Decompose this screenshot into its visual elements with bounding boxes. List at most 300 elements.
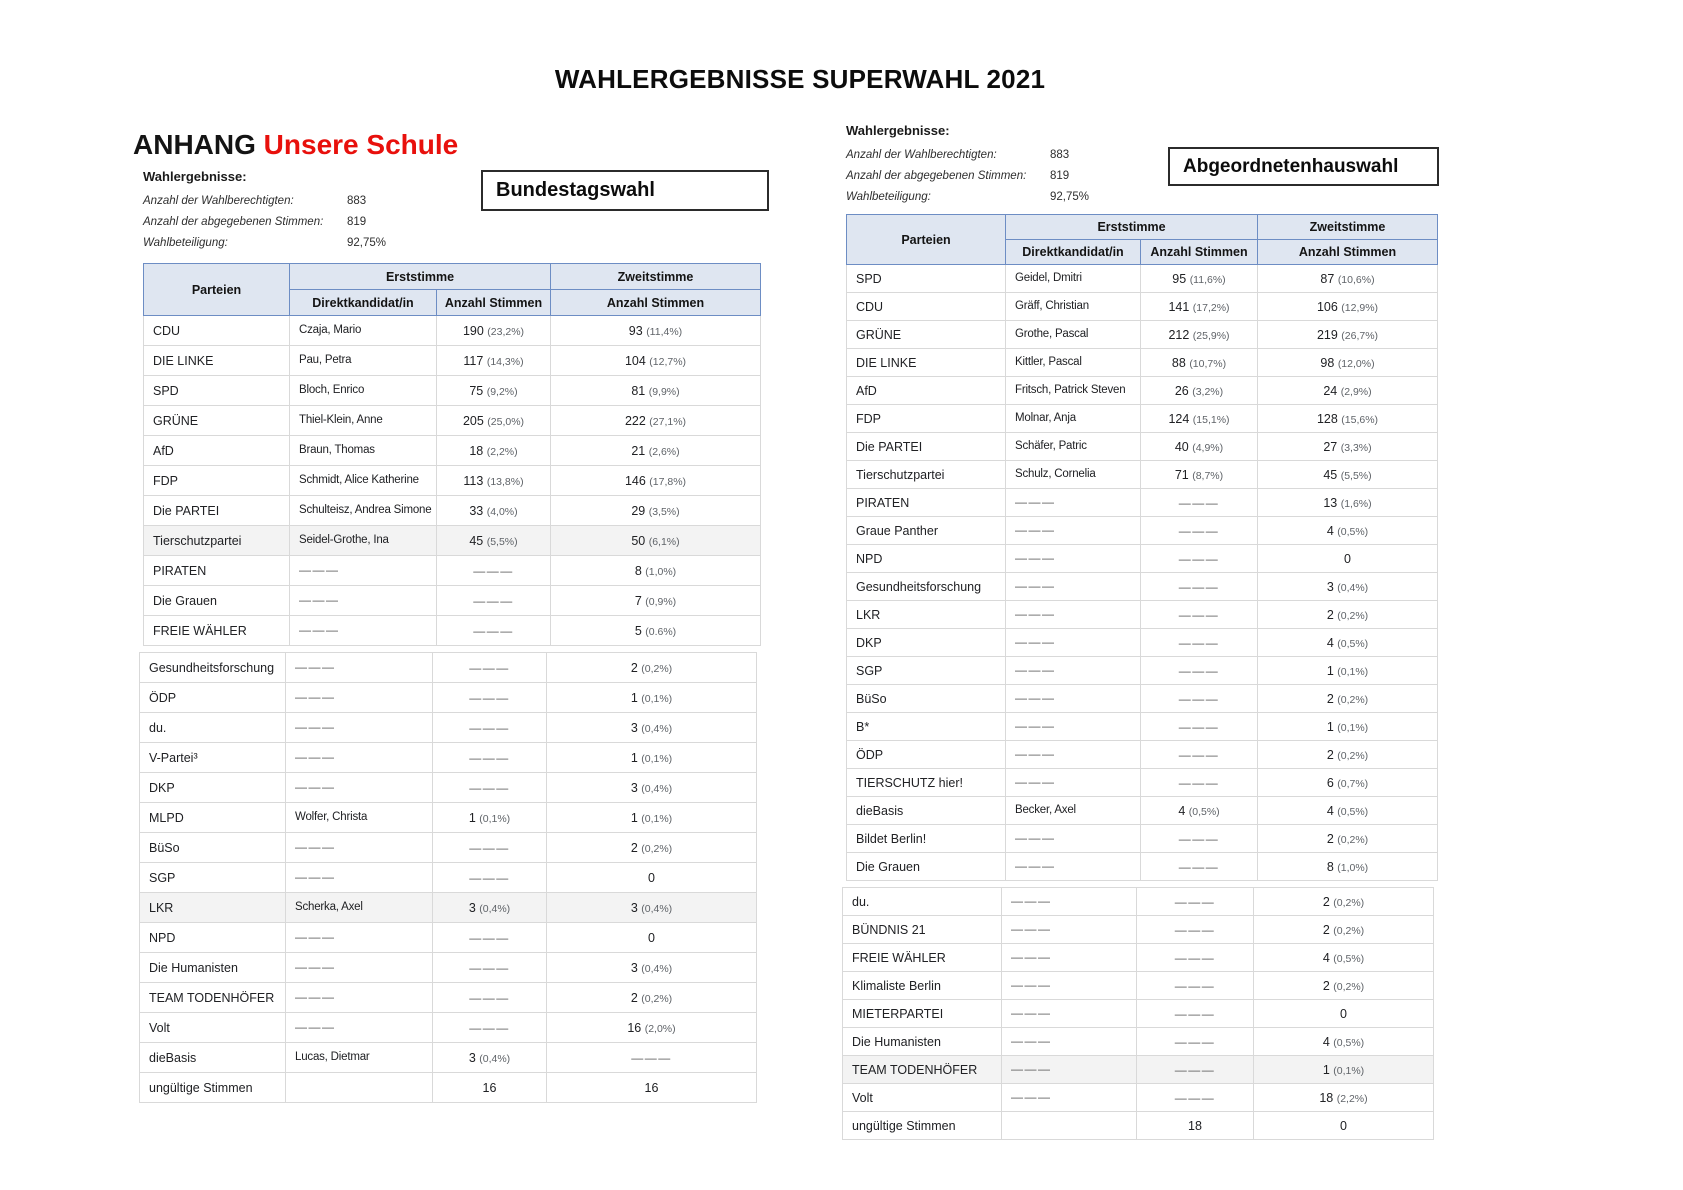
vote-count: 13 bbox=[1323, 495, 1338, 510]
party-cell bbox=[144, 406, 290, 436]
candidate-cell-text: Gräff, Christian bbox=[1015, 299, 1089, 312]
vote-count: 4 bbox=[1322, 1034, 1330, 1049]
table-row bbox=[843, 1056, 1434, 1084]
zweitstimme-votes-cell bbox=[1258, 293, 1438, 321]
party-cell-text: Die PARTEI bbox=[856, 439, 923, 454]
meta-value: 92,75% bbox=[347, 237, 387, 249]
meta-value: 883 bbox=[1050, 149, 1070, 161]
erststimme-votes-cell bbox=[437, 466, 551, 496]
candidate-cell bbox=[1002, 972, 1137, 1000]
no-candidate-dash: ——— bbox=[1015, 550, 1056, 565]
candidate-cell bbox=[290, 496, 437, 526]
candidate-cell bbox=[1006, 825, 1141, 853]
party-cell bbox=[847, 797, 1006, 825]
vote-percentage: (0,1%) bbox=[641, 812, 673, 825]
col-header-parteien: Parteien bbox=[847, 215, 1006, 265]
vote-percentage: (3,3%) bbox=[1340, 441, 1372, 454]
candidate-cell bbox=[1002, 1112, 1137, 1140]
party-cell-text: FDP bbox=[856, 411, 881, 426]
header-row bbox=[144, 264, 761, 290]
bundestagswahl-title-box bbox=[481, 170, 769, 211]
vote-count: 26 bbox=[1174, 383, 1189, 398]
zweitstimme-votes-cell bbox=[547, 653, 757, 683]
erststimme-votes-cell bbox=[1137, 972, 1254, 1000]
vote-count: 87 bbox=[1320, 271, 1335, 286]
candidate-cell bbox=[286, 743, 433, 773]
party-cell bbox=[847, 321, 1006, 349]
results-table-segment bbox=[143, 263, 761, 646]
vote-count: 6 bbox=[1326, 775, 1334, 790]
zweitstimme-votes-cell bbox=[1258, 657, 1438, 685]
table-row bbox=[847, 741, 1438, 769]
col-header-zweitstimme: Zweitstimme bbox=[1258, 215, 1438, 240]
vote-count: 2 bbox=[630, 990, 638, 1005]
vote-count: 2 bbox=[1326, 607, 1334, 622]
no-candidate-dash: ——— bbox=[1174, 950, 1216, 965]
party-cell-text: PIRATEN bbox=[856, 495, 910, 510]
table-row bbox=[847, 377, 1438, 405]
vote-percentage: (0,2%) bbox=[641, 662, 673, 675]
vote-percentage: (0,2%) bbox=[1337, 693, 1369, 706]
party-cell-text: TIERSCHUTZ hier! bbox=[856, 775, 963, 790]
party-cell bbox=[144, 556, 290, 586]
vote-count: 219 bbox=[1316, 327, 1338, 342]
zweitstimme-votes-cell bbox=[547, 713, 757, 743]
zweitstimme-votes-cell bbox=[547, 773, 757, 803]
zweitstimme-votes-cell bbox=[1258, 797, 1438, 825]
erststimme-votes-cell bbox=[433, 833, 547, 863]
zweitstimme-votes-cell bbox=[547, 743, 757, 773]
vote-count: 40 bbox=[1174, 439, 1189, 454]
erststimme-votes-cell bbox=[1137, 1028, 1254, 1056]
zweitstimme-votes-cell bbox=[551, 586, 761, 616]
party-cell bbox=[140, 773, 286, 803]
party-cell bbox=[140, 863, 286, 893]
party-cell-text: FREIE WÄHLER bbox=[153, 623, 247, 638]
no-candidate-dash: ——— bbox=[1015, 858, 1056, 873]
candidate-cell bbox=[286, 713, 433, 743]
meta-row bbox=[846, 166, 1089, 187]
zweitstimme-votes-cell bbox=[1258, 349, 1438, 377]
party-cell-text: Volt bbox=[852, 1090, 873, 1105]
party-cell bbox=[847, 461, 1006, 489]
no-candidate-dash: ——— bbox=[1178, 551, 1220, 566]
no-candidate-dash: ——— bbox=[1174, 894, 1216, 909]
table-row bbox=[847, 853, 1438, 881]
table-row bbox=[144, 586, 761, 616]
erststimme-votes-cell bbox=[433, 923, 547, 953]
zweitstimme-votes-cell bbox=[551, 526, 761, 556]
meta-value: 92,75% bbox=[1050, 191, 1090, 203]
vote-count: 1 bbox=[630, 690, 638, 705]
vote-count: 128 bbox=[1316, 411, 1338, 426]
erststimme-votes-cell bbox=[1141, 489, 1258, 517]
vote-percentage: (1,0%) bbox=[645, 565, 677, 578]
party-cell-text: CDU bbox=[153, 323, 181, 338]
zweitstimme-votes-cell bbox=[1258, 853, 1438, 881]
erststimme-votes-cell bbox=[1141, 517, 1258, 545]
no-candidate-dash: ——— bbox=[1011, 1033, 1052, 1048]
party-cell-text: FDP bbox=[153, 473, 178, 488]
candidate-cell bbox=[1006, 265, 1141, 293]
zweitstimme-votes-cell bbox=[547, 833, 757, 863]
party-cell-text: Die Humanisten bbox=[852, 1034, 941, 1049]
vote-count: 50 bbox=[631, 533, 646, 548]
results-meta-right bbox=[846, 123, 1089, 208]
vote-count: 4 bbox=[1326, 635, 1334, 650]
party-cell-text: Die PARTEI bbox=[153, 503, 220, 518]
candidate-cell bbox=[290, 466, 437, 496]
zweitstimme-votes-cell bbox=[1258, 713, 1438, 741]
vote-percentage: (0,2%) bbox=[641, 842, 673, 855]
col-header-parteien: Parteien bbox=[144, 264, 290, 316]
vote-count: 1 bbox=[630, 750, 638, 765]
vote-count: 16 bbox=[482, 1080, 497, 1095]
anhang-school-label: Unsere Schule bbox=[255, 129, 459, 160]
erststimme-votes-cell bbox=[433, 983, 547, 1013]
no-candidate-dash: ——— bbox=[1178, 523, 1220, 538]
zweitstimme-votes-cell bbox=[1254, 944, 1434, 972]
meta-row bbox=[143, 191, 386, 212]
vote-count: 75 bbox=[469, 383, 484, 398]
no-candidate-dash: ——— bbox=[473, 563, 514, 578]
candidate-cell bbox=[290, 376, 437, 406]
vote-percentage: (0,4%) bbox=[479, 1052, 511, 1065]
candidate-cell bbox=[290, 316, 437, 346]
party-cell-text: DIE LINKE bbox=[856, 355, 917, 370]
erststimme-votes-cell bbox=[1141, 657, 1258, 685]
party-cell-text: MLPD bbox=[149, 810, 184, 825]
candidate-cell bbox=[1006, 321, 1141, 349]
zweitstimme-votes-cell bbox=[1258, 517, 1438, 545]
candidate-cell-text: Grothe, Pascal bbox=[1015, 327, 1089, 340]
vote-percentage: (26,7%) bbox=[1341, 329, 1379, 342]
party-cell bbox=[144, 376, 290, 406]
erststimme-votes-cell bbox=[1141, 769, 1258, 797]
zweitstimme-votes-cell bbox=[1254, 1084, 1434, 1112]
vote-count: 2 bbox=[630, 840, 638, 855]
table-row bbox=[843, 944, 1434, 972]
table-row bbox=[847, 349, 1438, 377]
party-cell bbox=[140, 1073, 286, 1103]
table-row bbox=[847, 601, 1438, 629]
zweitstimme-votes-cell bbox=[547, 863, 757, 893]
table-row bbox=[847, 293, 1438, 321]
col-header-anzahl-stimmen-zweit: Anzahl Stimmen bbox=[1258, 240, 1438, 265]
zweitstimme-votes-cell bbox=[1258, 545, 1438, 573]
vote-percentage: (5,5%) bbox=[486, 535, 518, 548]
table-row bbox=[144, 616, 761, 646]
no-candidate-dash: ——— bbox=[295, 719, 336, 734]
party-cell bbox=[847, 825, 1006, 853]
party-cell bbox=[847, 545, 1006, 573]
party-cell-text: PIRATEN bbox=[153, 563, 207, 578]
erststimme-votes-cell bbox=[1141, 293, 1258, 321]
zweitstimme-votes-cell bbox=[1258, 405, 1438, 433]
vote-count: 2 bbox=[1326, 831, 1334, 846]
candidate-cell bbox=[290, 436, 437, 466]
vote-count: 0 bbox=[1340, 1118, 1347, 1133]
party-cell-text: Bildet Berlin! bbox=[856, 831, 927, 846]
erststimme-votes-cell bbox=[1137, 888, 1254, 916]
no-candidate-dash: ——— bbox=[295, 779, 336, 794]
erststimme-votes-cell bbox=[1141, 349, 1258, 377]
meta-label: Anzahl der Wahlberechtigten: bbox=[143, 195, 294, 207]
vote-count: 190 bbox=[462, 323, 484, 338]
party-cell-text: Graue Panther bbox=[856, 523, 938, 538]
no-candidate-dash: ——— bbox=[1011, 1061, 1052, 1076]
meta-row bbox=[143, 233, 386, 254]
erststimme-votes-cell bbox=[433, 893, 547, 923]
no-candidate-dash: ——— bbox=[1174, 978, 1216, 993]
meta-label: Wahlbeteiligung: bbox=[846, 191, 931, 203]
party-cell bbox=[847, 741, 1006, 769]
candidate-cell-text: Molnar, Anja bbox=[1015, 411, 1076, 424]
vote-percentage: (0,5%) bbox=[1188, 805, 1220, 818]
candidate-cell bbox=[286, 803, 433, 833]
party-cell-text: GRÜNE bbox=[856, 327, 902, 342]
party-cell-text: du. bbox=[852, 894, 870, 909]
erststimme-votes-cell bbox=[1141, 685, 1258, 713]
vote-count: 124 bbox=[1168, 411, 1190, 426]
erststimme-votes-cell bbox=[1141, 853, 1258, 881]
zweitstimme-votes-cell bbox=[547, 893, 757, 923]
candidate-cell bbox=[1006, 713, 1141, 741]
vote-count: 212 bbox=[1168, 327, 1190, 342]
vote-count: 4 bbox=[1322, 950, 1330, 965]
vote-count: 3 bbox=[1326, 579, 1334, 594]
no-candidate-dash: ——— bbox=[299, 562, 340, 577]
vote-percentage: (9,2%) bbox=[486, 385, 518, 398]
candidate-cell bbox=[1002, 1084, 1137, 1112]
header-row bbox=[847, 215, 1438, 240]
erststimme-votes-cell bbox=[1141, 377, 1258, 405]
table-row bbox=[847, 405, 1438, 433]
results-table-segment bbox=[842, 887, 1434, 1140]
meta-value: 819 bbox=[347, 216, 367, 228]
no-candidate-dash: ——— bbox=[1015, 746, 1056, 761]
vote-percentage: (9,9%) bbox=[648, 385, 680, 398]
party-cell-text: CDU bbox=[856, 299, 884, 314]
candidate-cell-text: Czaja, Mario bbox=[299, 323, 362, 336]
vote-percentage: (2,9%) bbox=[1340, 385, 1372, 398]
vote-count: 3 bbox=[468, 1050, 476, 1065]
erststimme-votes-cell bbox=[437, 616, 551, 646]
vote-percentage: (15,6%) bbox=[1341, 413, 1379, 426]
no-candidate-dash: ——— bbox=[469, 720, 510, 735]
table-row bbox=[847, 713, 1438, 741]
meta-value: 883 bbox=[347, 195, 367, 207]
party-cell bbox=[140, 653, 286, 683]
candidate-cell bbox=[286, 1013, 433, 1043]
candidate-cell-text: Schmidt, Alice Katherine bbox=[299, 473, 419, 486]
meta-label: Wahlbeteiligung: bbox=[143, 237, 228, 249]
vote-count: 98 bbox=[1320, 355, 1335, 370]
table-row bbox=[843, 1084, 1434, 1112]
candidate-cell-text: Schäfer, Patric bbox=[1015, 439, 1087, 452]
vote-percentage: (0,4%) bbox=[641, 782, 673, 795]
party-cell-text: Tierschutzpartei bbox=[153, 533, 242, 548]
party-cell-text: FREIE WÄHLER bbox=[852, 950, 946, 965]
meta-label: Anzahl der abgegebenen Stimmen: bbox=[846, 170, 1027, 182]
party-cell bbox=[140, 1013, 286, 1043]
vote-percentage: (0,1%) bbox=[641, 692, 673, 705]
party-cell-text: LKR bbox=[149, 900, 174, 915]
candidate-cell bbox=[286, 983, 433, 1013]
table-row bbox=[140, 803, 757, 833]
table-row bbox=[144, 526, 761, 556]
party-cell-text: DKP bbox=[856, 635, 882, 650]
candidate-cell bbox=[1006, 769, 1141, 797]
party-cell bbox=[140, 683, 286, 713]
candidate-cell-text: Seidel-Grothe, Ina bbox=[299, 533, 389, 546]
vote-count: 3 bbox=[630, 720, 638, 735]
candidate-cell bbox=[290, 346, 437, 376]
vote-percentage: (4,0%) bbox=[486, 505, 518, 518]
vote-percentage: (23,2%) bbox=[487, 325, 525, 338]
candidate-cell bbox=[286, 1073, 433, 1103]
vote-percentage: (0,2%) bbox=[641, 992, 673, 1005]
party-cell bbox=[140, 803, 286, 833]
party-cell-text: TEAM TODENHÖFER bbox=[852, 1062, 978, 1077]
vote-percentage: (0,2%) bbox=[1333, 896, 1365, 909]
party-cell bbox=[843, 888, 1002, 916]
party-cell-text: LKR bbox=[856, 607, 881, 622]
party-cell bbox=[847, 517, 1006, 545]
zweitstimme-votes-cell bbox=[551, 346, 761, 376]
vote-percentage: (8,7%) bbox=[1192, 469, 1224, 482]
party-cell bbox=[140, 833, 286, 863]
erststimme-votes-cell bbox=[437, 556, 551, 586]
table-row bbox=[843, 916, 1434, 944]
vote-percentage: (2,2%) bbox=[1336, 1092, 1368, 1105]
vote-count: 27 bbox=[1323, 439, 1338, 454]
candidate-cell bbox=[1006, 489, 1141, 517]
erststimme-votes-cell bbox=[1141, 265, 1258, 293]
table-row bbox=[140, 713, 757, 743]
erststimme-votes-cell bbox=[1141, 741, 1258, 769]
erststimme-votes-cell bbox=[1141, 321, 1258, 349]
meta-heading: Wahlergebnisse: bbox=[143, 169, 247, 184]
table-row bbox=[140, 923, 757, 953]
zweitstimme-votes-cell bbox=[547, 953, 757, 983]
candidate-cell bbox=[1006, 517, 1141, 545]
vote-count: 33 bbox=[469, 503, 484, 518]
table-row bbox=[140, 953, 757, 983]
table-row bbox=[140, 743, 757, 773]
erststimme-votes-cell bbox=[1141, 601, 1258, 629]
candidate-cell bbox=[290, 586, 437, 616]
zweitstimme-votes-cell bbox=[1258, 741, 1438, 769]
zweitstimme-votes-cell bbox=[1258, 573, 1438, 601]
vote-percentage: (12,9%) bbox=[1341, 301, 1379, 314]
col-header-erststimme: Erststimme bbox=[290, 264, 551, 290]
vote-percentage: (0,5%) bbox=[1337, 805, 1369, 818]
table-row bbox=[144, 466, 761, 496]
no-candidate-dash: ——— bbox=[1178, 859, 1220, 874]
party-cell-text: ungültige Stimmen bbox=[852, 1118, 956, 1133]
candidate-cell-text: Thiel-Klein, Anne bbox=[299, 413, 383, 426]
vote-count: 141 bbox=[1168, 299, 1190, 314]
candidate-cell bbox=[1002, 1000, 1137, 1028]
table-row bbox=[847, 545, 1438, 573]
candidate-cell bbox=[286, 833, 433, 863]
no-candidate-dash: ——— bbox=[295, 869, 336, 884]
table-row bbox=[847, 433, 1438, 461]
no-candidate-dash: ——— bbox=[469, 990, 510, 1005]
no-candidate-dash: ——— bbox=[1178, 635, 1220, 650]
bundestagswahl-title: Bundestagswahl bbox=[496, 179, 655, 201]
vote-count: 8 bbox=[1326, 859, 1334, 874]
vote-count: 4 bbox=[1326, 523, 1334, 538]
vote-count: 2 bbox=[1322, 922, 1330, 937]
party-cell bbox=[843, 1056, 1002, 1084]
col-header-anzahl-stimmen-erst: Anzahl Stimmen bbox=[437, 290, 551, 316]
vote-count: 0 bbox=[648, 930, 655, 945]
no-candidate-dash: ——— bbox=[295, 929, 336, 944]
party-cell bbox=[144, 526, 290, 556]
table-row bbox=[140, 683, 757, 713]
party-cell bbox=[843, 944, 1002, 972]
table-row bbox=[140, 1043, 757, 1073]
vote-percentage: (11,4%) bbox=[646, 325, 683, 338]
vote-count: 2 bbox=[1322, 978, 1330, 993]
zweitstimme-votes-cell bbox=[1254, 1028, 1434, 1056]
no-candidate-dash: ——— bbox=[469, 780, 510, 795]
party-cell bbox=[843, 1000, 1002, 1028]
no-candidate-dash: ——— bbox=[1015, 662, 1056, 677]
candidate-cell-text: Fritsch, Patrick Steven bbox=[1015, 383, 1126, 396]
no-candidate-dash: ——— bbox=[1015, 718, 1056, 733]
party-cell-text: Die Humanisten bbox=[149, 960, 238, 975]
vote-count: 18 bbox=[469, 443, 484, 458]
no-candidate-dash: ——— bbox=[473, 593, 514, 608]
party-cell-text: ÖDP bbox=[149, 690, 177, 705]
candidate-cell bbox=[1006, 461, 1141, 489]
table-row bbox=[847, 825, 1438, 853]
candidate-cell bbox=[1006, 433, 1141, 461]
candidate-cell bbox=[286, 653, 433, 683]
vote-percentage: (25,9%) bbox=[1192, 329, 1230, 342]
party-cell bbox=[847, 405, 1006, 433]
zweitstimme-votes-cell bbox=[1258, 433, 1438, 461]
zweitstimme-votes-cell bbox=[1254, 916, 1434, 944]
page-title: WAHLERGEBNISSE SUPERWAHL 2021 bbox=[554, 64, 1046, 94]
candidate-cell bbox=[1006, 685, 1141, 713]
vote-count: 1 bbox=[630, 810, 638, 825]
candidate-cell bbox=[1006, 657, 1141, 685]
erststimme-votes-cell bbox=[433, 773, 547, 803]
zweitstimme-votes-cell bbox=[1258, 769, 1438, 797]
candidate-cell bbox=[286, 683, 433, 713]
party-cell-text: ungültige Stimmen bbox=[149, 1080, 253, 1095]
erststimme-votes-cell bbox=[1137, 1084, 1254, 1112]
vote-count: 0 bbox=[1340, 1006, 1347, 1021]
erststimme-votes-cell bbox=[433, 1013, 547, 1043]
no-candidate-dash: ——— bbox=[1178, 607, 1220, 622]
vote-count: 113 bbox=[463, 473, 484, 488]
vote-percentage: (0,1%) bbox=[479, 812, 511, 825]
party-cell bbox=[144, 436, 290, 466]
party-cell-text: DKP bbox=[149, 780, 175, 795]
party-cell bbox=[140, 983, 286, 1013]
party-cell bbox=[847, 629, 1006, 657]
table-row bbox=[847, 657, 1438, 685]
no-candidate-dash: ——— bbox=[1011, 977, 1052, 992]
vote-percentage: (27,1%) bbox=[649, 415, 687, 428]
candidate-cell bbox=[290, 526, 437, 556]
erststimme-votes-cell bbox=[1141, 405, 1258, 433]
